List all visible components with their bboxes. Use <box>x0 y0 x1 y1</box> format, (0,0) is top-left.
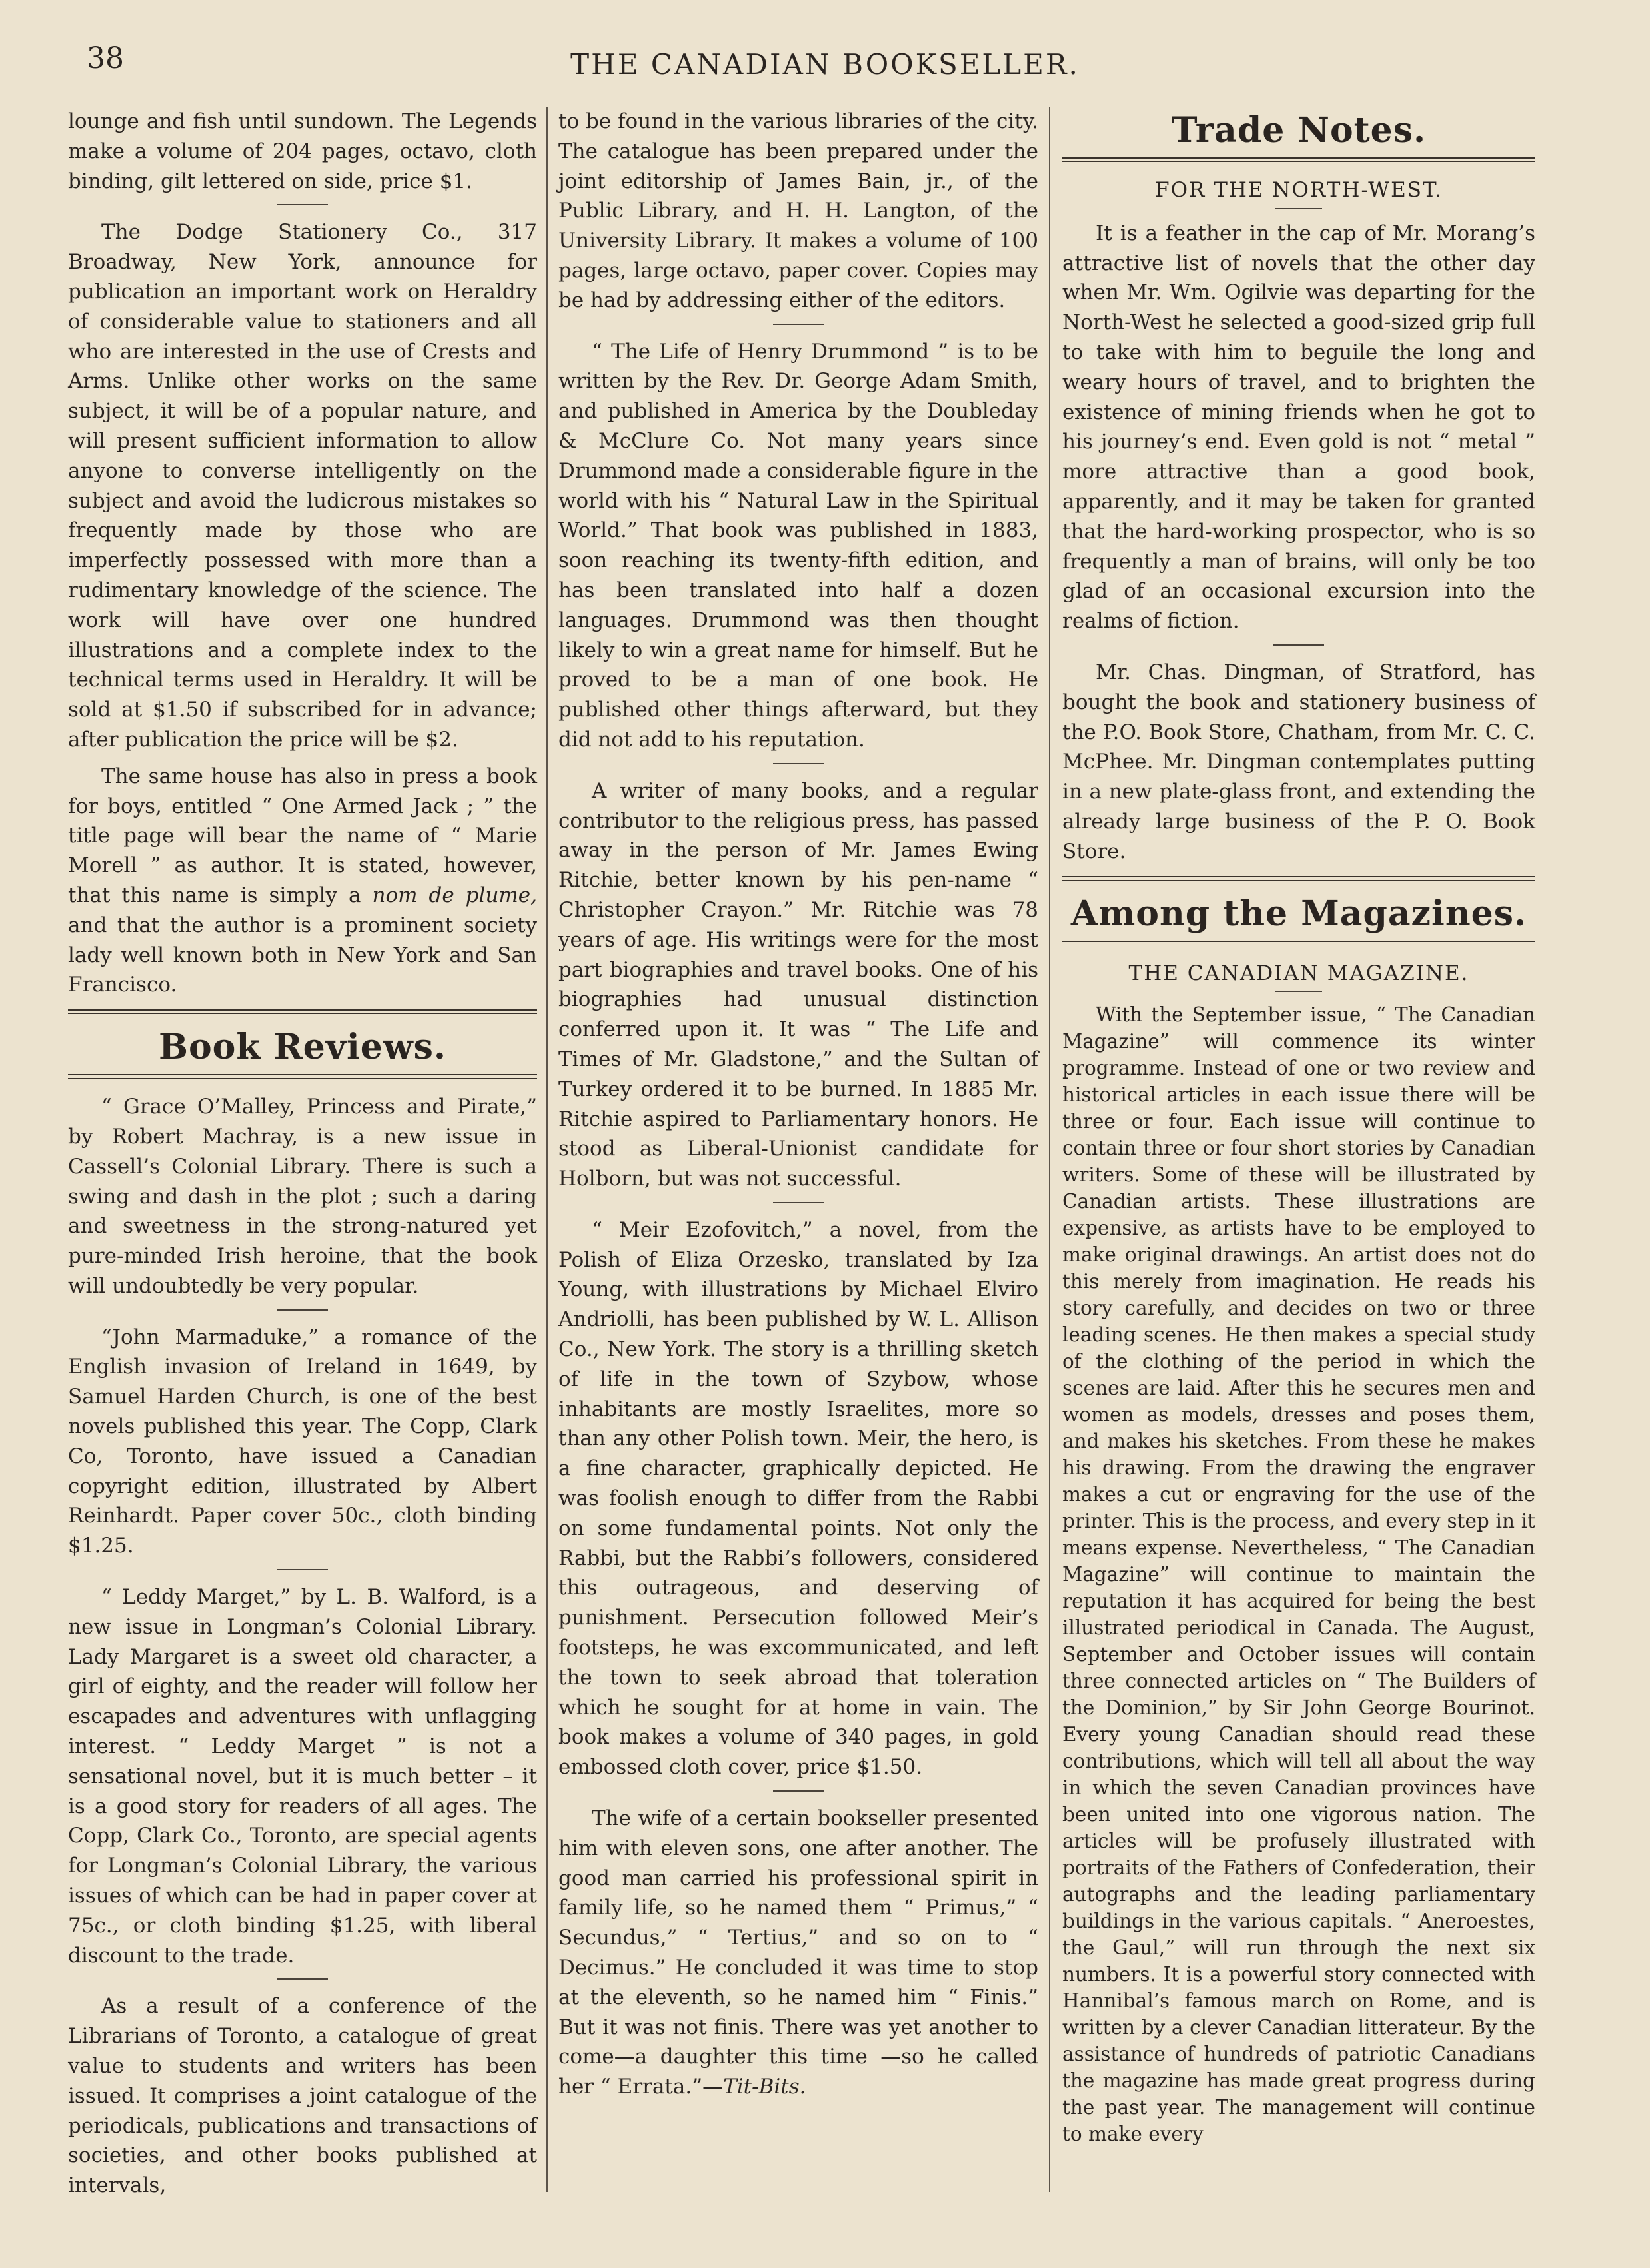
section-rule <box>68 1009 537 1014</box>
section-rule <box>1062 876 1535 881</box>
review-paragraph: “ Leddy Marget,” by L. B. Walford, is a new issue in Longman’s Colonial Library. Lady Margaret is a sweet old character, a girl of eighty, and the reader will follow her escapades and adventures with unflagging interest. “ Leddy Marget ” is not a sensational novel, but it is much better – it is a good story for readers of all ages. The Copp, Clark Co., Toronto, are special agents for Longman’s Colonial Library, the various issues of which can be had in paper cover at 75c., or cloth binding $1.25, with liberal discount to the trade. <box>68 1585 537 1968</box>
paragraph: A writer of many books, and a regular contributor to the religious press, has passed away in the person of Mr. James Ewing Ritchie, better known by his pen-name “ Christopher Crayon.” Mr. Ritchie was 78 years of age. His writings were for the most part biographies and travel books. One of his biographies had unusual distinction conferred upon it. It was “ The Life and Times of Mr. Gladstone,” and the Sultan of Turkey ordered it to be burned. In 1885 Mr. Ritchie aspired to Parliamentary honors. He stood as Liberal-Unionist candidate for Holborn, but was not successful. <box>558 778 1038 1191</box>
review-paragraph: As a result of a conference of the Librarians of Toronto, a catalogue of great value to students and writers has been issued. It comprises a joint catalogue of the periodicals, publications and transactions of societies, and other books published at intervals, <box>68 1994 537 2198</box>
column-divider <box>1049 107 1050 2192</box>
separator <box>773 763 824 764</box>
text-run: The wife of a certain bookseller presented him with eleven sons, one after another. The good man carried his professional spirit in family life, so he named them “ Primus,” “ Secundus,” “ Tertius,” and so on to “ Decimus.” He concluded it was time to stop at the eleventh, so he named him “ Finis.” But it was not finis. There was yet another to come—a daughter this time —so he called her “ Errata.”— <box>558 1806 1038 2099</box>
section-title-book-reviews: Book Reviews. <box>159 1027 446 1068</box>
subheading: THE CANADIAN MAGAZINE. <box>1128 961 1469 985</box>
section-rule <box>1062 157 1535 162</box>
paragraph: Mr. Chas. Dingman, of Stratford, has bought the book and stationery business of the P.O. Book Store, Chatham, from Mr. C. C. McPhee. Mr. Dingman contemplates putting in a new plate-glass front, and extending the already large business of the P. O. Book Store. <box>1062 660 1535 863</box>
separator <box>773 324 824 325</box>
column-middle <box>558 107 1038 2109</box>
paragraph: With the September issue, “ The Canadian Magazine” will commence its winter programme. Instead of one or two review and historical articles in each issue there will be three or four. Each issue will continue to contain three or four short stories by Canadian writers. Some of these will be illustrated by Canadian artists. These illustrations are expensive, as artists have to be employed to make original drawings. An artist does not do this merely from imagination. He reads his story carefully, and decides on two or three leading scenes. He then makes a special study of the clothing of the period in which the scenes are laid. After this he secures men and women as models, dresses and poses them, and makes his sketches. From these he makes his drawing. From the drawing the engraver makes a cut or engraving for the use of the printer. This is the process, and every step in it means expense. Nevertheless, “ The Canadian Magazine” will continue to maintain the reputation it has acquired for being the best illustrated periodical in Canada. The August, September and October issues will contain three connected articles on “ The Builders of the Dominion,” by Sir John George Bourinot. Every young Canadian should read these contributions, which will tell all about the way in which the seven Canadian provinces have been united into one vigorous nation. The articles will be profusely illustrated with portraits of the Fathers of Confederation, their autographs and the leading parliamentary buildings in the various capitals. “ Aneroestes, the Gaul,” will run through the next six numbers. It is a powerful story connected with Hannibal’s famous march on Rome, and is written by a clever Canadian litterateur. By the assistance of hundreds of patriotic Canadians the magazine has made great progress during the past year. The management will continue to make every <box>1062 1003 1535 2146</box>
italic-text: Tit-Bits. <box>723 2075 806 2099</box>
paragraph: lounge and fish until sundown. The Legends make a volume of 204 pages, octavo, cloth binding, gilt lettered on side, price $1. <box>68 109 537 193</box>
italic-text: nom de plume, <box>372 883 537 907</box>
section-title-among-the-magazines: Among the Magazines. <box>1070 893 1527 934</box>
paragraph: “ Meir Ezofovitch,” a novel, from the Polish of Eliza Orzesko, translated by Iza Young, with illustrations by Michael Elviro Andriolli, has been published by W. L. Allison Co., New York. The story is a thrilling sketch of life in the town of Szybow, whose inhabitants are mostly Israelites, more so than any other Polish town. Meir, the hero, is a fine character, graphically depicted. He was foolish enough to differ from the Rabbi on some fundamental points. Not only the Rabbi, but the Rabbi’s followers, considered this outrageous, and deserving of punishment. Persecution followed Meir’s footsteps, he was excommunicated, and left the town to seek abroad that toleration which he sought for at home in vain. The book makes a volume of 340 pages, in gold embossed cloth cover, price $1.50. <box>558 1217 1038 1780</box>
paragraph: The Dodge Stationery Co., 317 Broadway, New York, announce for publication an important work on Heraldry of considerable value to stationers and all who are interested in the use of Crests and Arms. Unlike other works on the same subject, it will be of a popular nature, and will present sufficient information to allow anyone to converse intelligently on the subject and avoid the ludicrous mistakes so frequently made by those who are imperfectly possessed with more than a rudimentary knowledge of the science. The work will have over one hundred illustrations and a complete index to the technical terms used in Heraldry. It will be sold at $1.50 if subscribed for in advance; after publication the price will be $2. <box>68 220 537 752</box>
separator <box>773 1202 824 1203</box>
review-paragraph: “ Grace O’Malley, Princess and Pirate,” by Robert Machray, is a new issue in Cassell’s Colonial Library. There is such a swing and dash in the plot ; such a daring and sweetness in the strong-natured yet pure-minded Irish heroine, that the book will undoubtedly be very popular. <box>68 1095 537 1298</box>
review-paragraph: “John Marmaduke,” a romance of the English invasion of Ireland in 1649, by Samuel Harden Church, is one of the best novels published this year. The Copp, Clark Co, Toronto, have issued a Canadian copyright edition, illustrated by Albert Reinhardt. Paper cover 50c., cloth binding $1.25. <box>68 1325 537 1558</box>
subheading: FOR THE NORTH-WEST. <box>1155 178 1443 202</box>
text-run: and that the author is a prominent society lady well known both in New York and San Francisco. <box>68 913 537 997</box>
section-title-trade-notes: Trade Notes. <box>1171 110 1427 151</box>
running-head: THE CANADIAN BOOKSELLER. <box>570 48 1080 81</box>
paragraph: It is a feather in the cap of Mr. Morang’s attractive list of novels that the other day when Mr. Wm. Ogilvie was departing for the North-West he selected a good-sized grip full to take with him to beguile the long and weary hours of travel, and to brighten the existence of mining friends when he got to his journey’s end. Even gold is not “ metal ” more attractive than a good book, apparently, and it may be taken for granted that the hard-working prospector, who is so frequently a man of brains, will only be too glad of an occasional excursion into the realms of fiction. <box>1062 221 1535 634</box>
separator <box>1275 208 1322 209</box>
page-header <box>0 35 1650 95</box>
column-right <box>1062 107 1535 2154</box>
column-divider <box>546 107 548 2192</box>
paragraph: “ The Life of Henry Drummond ” is to be written by the Rev. Dr. George Adam Smith, and published in America by the Doubleday & McClure Co. Not many years since Drummond made a considerable figure in the world with his “ Natural Law in the Spiritual World.” That book was published in 1883, soon reaching its twenty-fifth edition, and has been translated into half a dozen languages. Drummond was then thought likely to win a great name for himself. But he proved to be a man of one book. He published other things afterward, but they did not add to his reputation. <box>558 339 1038 752</box>
separator <box>277 1569 328 1570</box>
paragraph: to be found in the various libraries of the city. The catalogue has been prepared under the joint editorship of James Bain, jr., of the Public Library, and H. H. Langton, of the University Library. It makes a volume of 100 pages, large octavo, paper cover. Copies may be had by addressing either of the editors. <box>558 109 1038 312</box>
separator <box>277 1978 328 1980</box>
separator <box>1273 644 1324 646</box>
separator <box>773 1790 824 1792</box>
separator <box>277 1309 328 1311</box>
separator <box>1275 991 1322 992</box>
paragraph <box>558 1804 1038 2102</box>
column-left <box>68 107 537 2207</box>
small-type-block <box>1062 1001 1535 2147</box>
section-rule <box>1062 941 1535 945</box>
separator <box>277 204 328 205</box>
paragraph <box>68 762 537 1000</box>
page-number: 38 <box>87 41 124 75</box>
text-run: The same house has also in press a book for boys, entitled “ One Armed Jack ; ” the title page will bear the name of “ Marie Morell ” as author. It is stated, however, that this name is simply a <box>68 764 537 907</box>
section-rule <box>68 1074 537 1079</box>
